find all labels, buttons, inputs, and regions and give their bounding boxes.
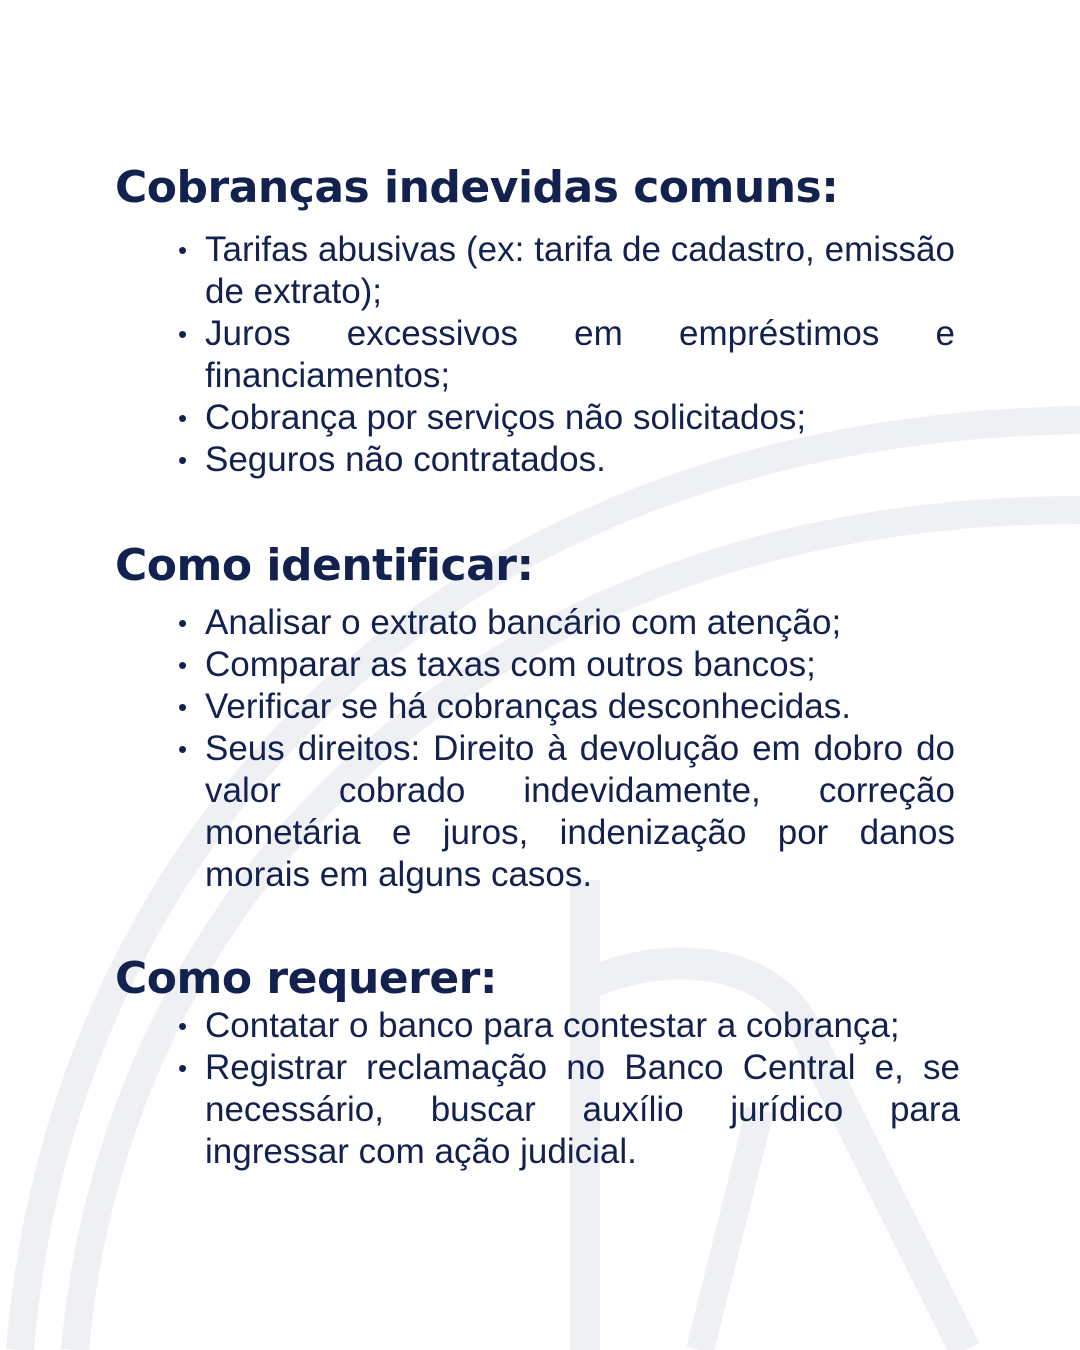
bullet-icon: • xyxy=(178,1011,188,1041)
list-item xyxy=(178,1005,960,1047)
list-item-text: Contatar o banco para contestar a cobrança; xyxy=(205,1006,900,1045)
bullet-icon: • xyxy=(178,445,188,475)
bullet-icon: • xyxy=(178,692,188,722)
list-item-text: Cobrança por serviços não solicitados; xyxy=(205,398,807,437)
bullet-icon: • xyxy=(178,1053,188,1083)
list-item xyxy=(178,644,955,686)
list-item-text: Verificar se há cobranças desconhecidas. xyxy=(205,687,851,726)
section-title-how-to-request: Como requerer: xyxy=(115,953,497,1004)
section-title-how-to-identify: Como identificar: xyxy=(115,540,534,591)
list-item xyxy=(178,397,955,439)
list-item xyxy=(178,728,955,896)
list-item xyxy=(178,439,955,481)
list-item-text: Registrar reclamação no Banco Central e, se necessário, buscar auxílio jurídico para ingressar com ação judicial. xyxy=(205,1048,960,1171)
list-item-text: Comparar as taxas com outros bancos; xyxy=(205,645,816,684)
bullet-icon: • xyxy=(178,235,188,265)
bullet-list-common-charges xyxy=(178,229,955,481)
list-item xyxy=(178,229,955,313)
bullet-icon: • xyxy=(178,319,188,349)
list-item-text: Seguros não contratados. xyxy=(205,440,606,479)
bullet-list-how-to-identify xyxy=(178,602,955,896)
list-item-text: Seus direitos: Direito à devolução em dobro do valor cobrado indevidamente, correção monetária e juros, indenização por danos morais em alguns casos. xyxy=(205,729,955,894)
bullet-icon: • xyxy=(178,403,188,433)
bullet-icon: • xyxy=(178,608,188,638)
list-item xyxy=(178,313,955,397)
bullet-list-how-to-request xyxy=(178,1005,960,1173)
list-item xyxy=(178,1047,960,1173)
list-item-text: Tarifas abusivas (ex: tarifa de cadastro, emissão de extrato); xyxy=(205,230,955,311)
list-item-text: Analisar o extrato bancário com atenção; xyxy=(205,603,842,642)
list-item xyxy=(178,686,955,728)
list-item-text: Juros excessivos em empréstimos e financiamentos; xyxy=(205,314,955,395)
bullet-icon: • xyxy=(178,734,188,764)
bullet-icon: • xyxy=(178,650,188,680)
list-item xyxy=(178,602,955,644)
section-title-common-charges: Cobranças indevidas comuns: xyxy=(115,162,839,213)
